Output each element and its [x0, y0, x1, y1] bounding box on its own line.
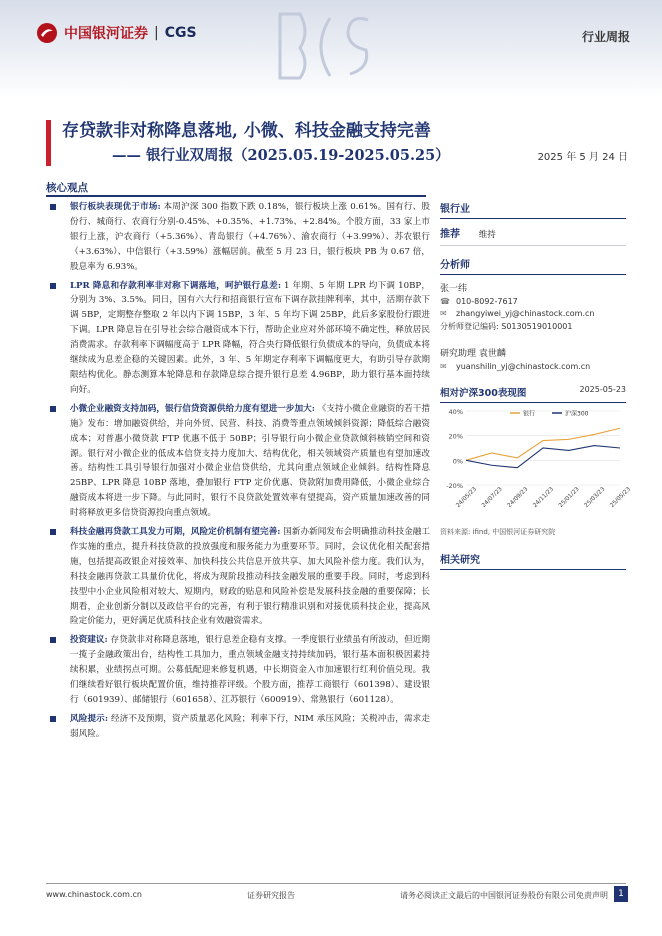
bullet-tech [50, 525, 430, 629]
series-line-0 [466, 428, 620, 460]
report-title: 存贷款非对称降息落地, 小微、科技金融支持完善 [62, 121, 431, 141]
company-logo [36, 22, 197, 44]
bullet-icon [50, 716, 56, 722]
assistant-name: 研究助理 袁世麟 [440, 349, 506, 359]
bullet-market [50, 200, 430, 275]
footer [46, 883, 626, 901]
rating-key: 推荐 [440, 229, 460, 240]
footer-site[interactable]: www.chinastock.com.cn [46, 890, 142, 899]
title-accent-bar [46, 120, 51, 166]
footer-type: 证券研究报告 [246, 891, 295, 900]
bullet-icon [50, 406, 56, 412]
chart-date: 2025-05-23 [579, 385, 626, 394]
analyst-phone-row [440, 297, 626, 306]
cgs-watermark-icon [270, 8, 380, 86]
x-tick-label: 25/03/23 [583, 486, 607, 510]
bullet-lead: 科技金融再贷款工具发力可期，风险定价机制有望完善: [70, 527, 281, 538]
performance-chart [440, 403, 633, 521]
analyst-cert-row [440, 321, 626, 332]
footer-disclaimer: 请务必阅读正文最后的中国银河证券股份有限公司免责声明 [399, 891, 608, 900]
report-date: 2025 年 5 月 24 日 [537, 152, 628, 163]
bullet-smallbiz [50, 402, 430, 521]
series-line-1 [466, 446, 620, 468]
x-tick-label: 24/05/23 [455, 486, 479, 510]
x-tick-label: 25/01/23 [558, 486, 581, 510]
x-tick-label: 24/11/23 [532, 486, 556, 510]
galaxy-logo-icon [36, 22, 58, 44]
bullet-lead: 风险提示: [70, 713, 109, 724]
industry-title: 银行业 [440, 200, 626, 219]
analyst-email-row [440, 309, 626, 318]
related-title: 相关研究 [440, 551, 626, 570]
analyst-phone: 010-8092-7617 [456, 297, 518, 306]
bullet-text: 国新办新闻发布会明确推动科技金融工作实施的重点，提升科技贷款的投放强度和服务能力为重要环节。同时，会议优化相关配套措施，包括提高政银企对接效率、加快科技公共信息开放共享、加大风险补偿力度。我们认为，科技金融再贷款工具量价优化，将成为现阶段推动科技金融发展的重要手段。同时，考虑到科技型中小企业风险相对较大、短期内，财政的贴息和风险补偿是发展科技金融的重要保障；长期看，企业创新分制以及政信平台的完善，有利于银行精准识别和对接优质科技企业，提高风险定价能力，更好满足优质科技企业有效融资需求。 [70, 527, 430, 627]
bullet-lead: 小微企业融资支持加码，银行信贷资源供给力度有望进一步加大: [70, 403, 315, 414]
y-tick-label: -20% [446, 482, 463, 490]
rating-value: 维持 [478, 230, 496, 240]
y-tick-label: 0% [452, 457, 463, 466]
bullet-icon [50, 283, 56, 289]
legend-label: 银行 [523, 410, 536, 418]
core-divider [46, 195, 426, 197]
bullet-text: 《支持小微企业融资的若干措施》发布：增加融资供给，并向外贸、民营、科技、消费等重点领域倾斜资源；降低综合融资成本；对普惠小微贷款 FTP 优惠不低于 50BP；引导银行向小微企业贷款倾斜核销空间和资源。银行对小微企业的低成本信贷支持力度加大、结构优化，相关领域资产质量也有望加速改善。结构性工具引导银行加强对小微企业信贷供给，尤其向重点领域企业倾斜。结构性降息 25BP、LPR 降息 10BP 落地，叠加银行 FTP 定价优惠、贷款附加费用降低，小微企业综合融资成本将进一步下降。与此同时，银行不良贷款处置效率有望提高，资产质量加速改善的同时将释放更多信贷资源投向重点领域。 [70, 403, 430, 519]
chart-header [440, 385, 626, 403]
x-tick-label: 25/05/23 [609, 486, 633, 510]
bullet-text: 经济不及预期，资产质量恶化风险；利率下行，NIM 承压风险；关税冲击，需求走弱风险。 [70, 713, 430, 739]
assistant-email[interactable]: yuanshilin_yj@chinastock.com.cn [456, 362, 591, 371]
analyst-email[interactable]: zhangyiwei_yj@chinastock.com.cn [456, 309, 595, 318]
assistant-email-row [440, 362, 626, 371]
phone-icon: ☎ [440, 297, 450, 306]
report-type: 行业周报 [581, 30, 630, 44]
logo-cn: 中国银河证券 [64, 26, 148, 42]
chart-source: 资料来源: ifind, 中国银河证券研究院 [440, 528, 556, 536]
logo-separator: | [154, 25, 159, 41]
bullet-risk [50, 712, 430, 742]
rating-row [440, 219, 626, 246]
x-tick-label: 24/07/23 [481, 486, 504, 510]
y-tick-label: 40% [448, 408, 463, 416]
report-subtitle: —— 银行业双周报（2025.05.19-2025.05.25） [112, 147, 450, 164]
email-icon: ✉ [440, 309, 447, 318]
sidebar [440, 200, 633, 570]
chart-block [440, 385, 633, 537]
legend-label: 沪深300 [565, 410, 589, 418]
bullet-lead: 银行板块表现优于市场: [70, 202, 161, 212]
x-tick-label: 24/09/23 [506, 486, 530, 510]
core-heading: 核心观点 [46, 182, 88, 194]
bullet-text: 存贷款非对称降息落地，银行息差企稳有支撑。一季度银行业绩虽有所波动，但近期一揽子金融政策出台，结构性工具加力，重点领域金融支持持续加码，银行基本面积极因素持续积累，业绩拐点可期。公募低配迎来修复机遇，中长期资金入市加速银行红利价值兑现。我们继续看好银行板块配置价值，维持推荐评级。个股方面，推荐工商银行（601398）、建设银行（601939）、邮储银行（601658）、江苏银行（600919）、常熟银行（601128）。 [70, 635, 430, 705]
bullet-text: 1 年期、5 年期 LPR 均下调 10BP，分别为 3%、3.5%。同日，国有六大行和招商银行宣布下调存款挂牌利率，其中，活期存款下调 5BP，定期整存整取 2 年以内下调 15BP，3 年、5 年均下调 25BP，此后多家股份行跟进下调。LPR 降息旨在引导社会综合融资成本下行，帮助企业应对外部环境不确定性，释放居民消费需求。存款利率下调幅度高于 LPR 降幅，符合央行降低银行负债成本的导向，负债成本将继续成为息差企稳的关键因素。此外，3 年、5 年期定存利率下调幅度更大，有助引导存款期限结构优化。静态测算本轮降息和存款降息综合提升银行息差 4.96BP，助力银行基本面持续向好。 [70, 280, 431, 395]
core-bullets [50, 200, 430, 746]
bullet-lpr [50, 279, 430, 398]
chart-title: 相对沪深300表现图 [440, 388, 527, 399]
bullet-text: 本周沪深 300 指数下跌 0.18%，银行板块上涨 0.61%。国有行、股份行、城商行、农商行分别-0.45%、+0.35%、+1.73%、+2.84%。个股方面，33 家上市银行上涨，沪农商行（+5.36%）、青岛银行（+4.76%）、渝农商行（+3.99%）、苏农银行（+3.63%）、中信银行（+3.59%）涨幅居前。截至 5 月 23 日，银行板块 PB 为 0.67 倍，股息率为 6.93%。 [70, 202, 430, 272]
analyst-title: 分析师 [440, 256, 626, 275]
analyst-cert: 分析师登记编码: S0130519010001 [440, 322, 573, 331]
bullet-icon [50, 204, 56, 210]
email-icon: ✉ [440, 362, 447, 371]
logo-en: CGS [164, 25, 197, 41]
bullet-lead: LPR 降息和存款利率非对称下调落地，呵护银行息差: [70, 280, 282, 291]
analyst-name: 张一纬 [440, 284, 468, 294]
bullet-invest [50, 633, 430, 708]
bullet-icon [50, 637, 56, 643]
bullet-lead: 投资建议: [70, 635, 108, 646]
page-number: 1 [614, 886, 628, 902]
bullet-icon [50, 529, 56, 535]
y-tick-label: 20% [448, 432, 463, 441]
